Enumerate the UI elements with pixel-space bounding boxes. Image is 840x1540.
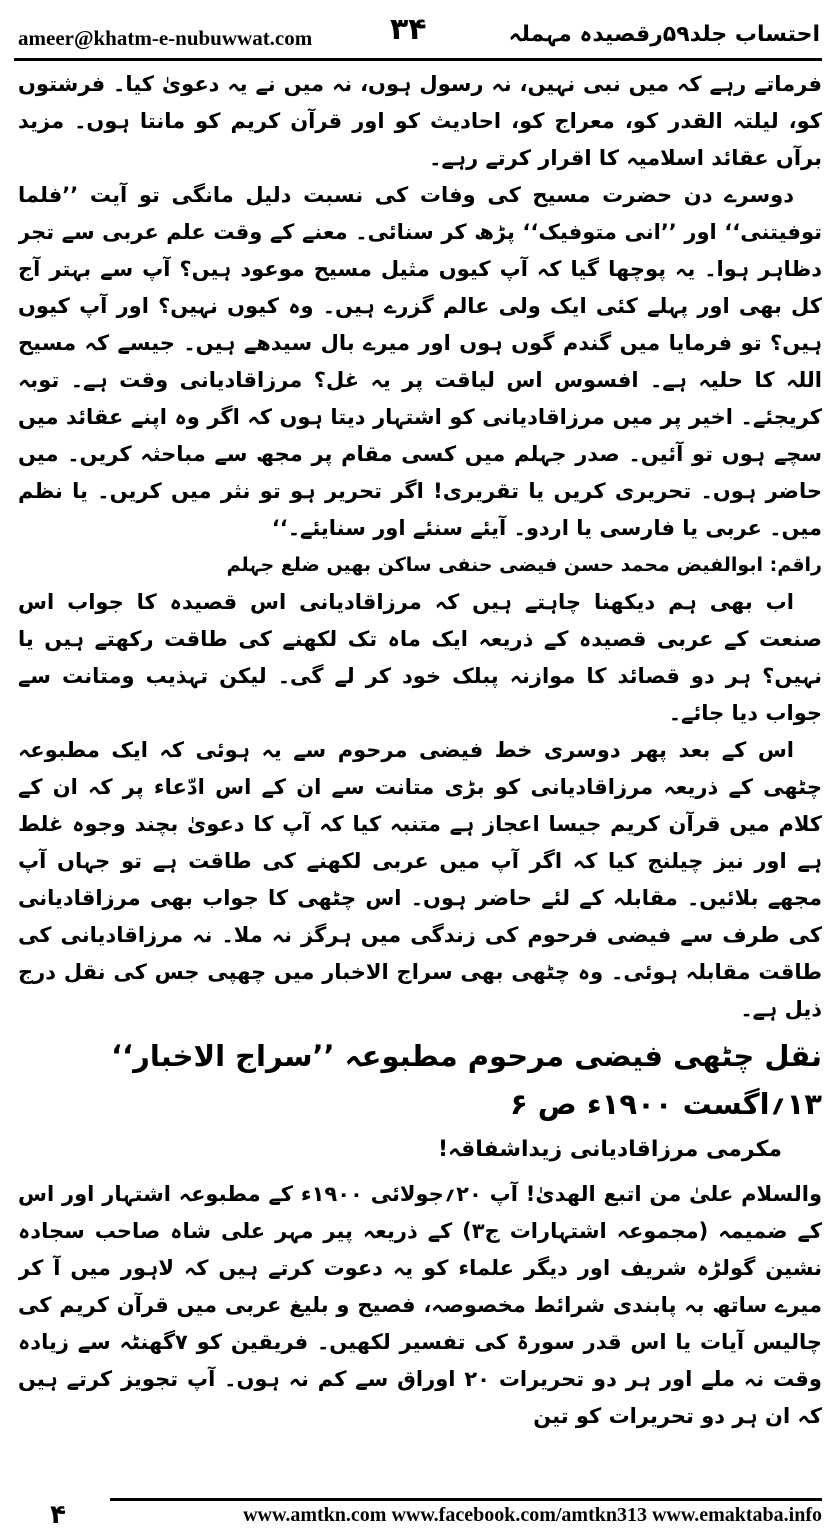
paragraph: اس کے بعد پھر دوسری خط فیضی مرحوم سے یہ ہوئی کہ ایک مطبوعہ چٹھی کے ذریعہ مرزاقادیانی کو بڑی متانت سے ان کے اس ادّعاء پر کہ ان کے کلام میں قرآن کریم جیسا اعجاز ہے متنبہ کیا کہ آپ کا دعویٰ بچند وجوہ غلط ہے اور نیز چیلنج کیا کہ اگر آپ میں عربی لکھنے کی طاقت ہے تو جہاں آپ مجھے بلائیں۔ مقابلہ کے لئے حاضر ہوں۔ اس چٹھی کا جواب بھی مرزاقادیانی کی طرف سے فیضی فرحوم کی زندگی میں ہرگز نہ ملا۔ نہ مرزاقادیانی کی طاقت مقابلہ ہوئی۔ وہ چٹھی بھی سراج الاخبار میں چھپی جس کی نقل درج ذیل ہے۔ [18,738,822,1021]
quote-heading: نقل چٹھی فیضی مرحوم مطبوعہ ’’سراج الاخبار‘‘ ۱۳؍اگست ۱۹۰۰ء ص ۶ [111,1039,822,1121]
header-divider [14,58,822,61]
book-title: احتساب جلد۵۹رقصیدہ مہملہ [508,22,820,47]
footer-divider [110,1498,822,1501]
page-body [18,66,822,1456]
paragraph: فرماتے رہے کہ میں نبی نہیں، نہ رسول ہوں، نہ میں نے یہ دعویٰ کیا۔ فرشتوں کو، لیلتہ القدر کو، معراج کو، احادیث کو اور قرآن کریم کو مانتا ہوں۔ مزید برآں عقائد اسلامیہ کا اقرار کرتے رہے۔ [18,72,822,170]
footer-links[interactable]: www.amtkn.com www.facebook.com/amtkn313 www.emaktaba.info [243,1504,822,1526]
paragraph: والسلام علیٰ من اتبع الھدیٰ! آپ ۲۰؍جولائی ۱۹۰۰ء کے مطبوعہ اشتہار اور اس کے ضمیمہ (مجموعہ اشتہارات ج۳) کے ذریعہ پیر مہر علی شاہ صاحب سجادہ نشین گولڑہ شریف اور دیگر علماء کو یہ دعوت کرتے ہیں کہ لاہور میں آ کر میرے ساتھ بہ پابندی شرائط مخصوصہ، فصیح و بلیغ عربی میں قرآن کریم کی چالیس آیات یا اس قدر سورۃ کی تفسیر لکھیں۔ فریقین کو ۷گھنٹہ سے زیادہ وقت نہ ملے اور ہر دو تحریرات ۲۰ اوراق سے کم نہ ہوں۔ آپ تجویز کرتے ہیں کہ ان ہر دو تحریرات کو تین [18,1182,822,1428]
salutation: مکرمی مرزاقادیانی زیداشفاقہ! [437,1137,782,1162]
paragraph: اب بھی ہم دیکھنا چاہتے ہیں کہ مرزاقادیانی اس قصیدہ کا جواب اس صنعت کے عربی قصیدہ کے ذریعہ ایک ماہ تک لکھنے کی طاقت رکھتے ہیں یا نہیں؟ ہر دو قصائد کا موازنہ پبلک خود کر لے گی۔ لیکن تہذیب ومتانت سے جواب دیا جائے۔ [18,590,822,725]
header-email[interactable]: ameer@khatm-e-nubuwwat.com [18,26,313,50]
paragraph: دوسرے دن حضرت مسیح کی وفات کی نسبت دلیل مانگی تو آیت ’’فلما توفیتنی‘‘ اور ’’انی متوفیک‘‘ پڑھ کر سنائی۔ معنے کے وقت علم عربی سے تجر دظاہر ہوا۔ یہ پوچھا گیا کہ آپ کیوں مثیل مسیح موعود ہیں؟ آپ سے بہتر آج کل بھی اور پہلے کئی ایک ولی عالم گزرے ہیں۔ وہ کیوں نہیں؟ اور آپ کیوں ہیں؟ تو فرمایا میں گندم گوں ہوں اور میرے بال سیدھے ہیں۔ جیسے کہ مسیح اللہ کا حلیہ ہے۔ افسوس اس لیاقت پر یہ غل؟ مرزاقادیانی وقت ہے۔ توبہ کریجئے۔ اخیر پر میں مرزاقادیانی کو اشتہار دیتا ہوں کہ اگر وہ اپنے عقائد میں سچے ہوں تو آئیں۔ صدر جہلم میں کسی مقام پر مجھ سے مباحثہ کریں۔ میں حاضر ہوں۔ تحریری کریں یا تقریری! اگر تحریر ہو تو نثر میں کریں۔ یا نظم میں۔ عربی یا فارسی یا اردو۔ آیئے سنئے اور سنایئے۔‘‘ [18,183,822,540]
page-footer [14,1496,822,1536]
signature: راقم: ابوالفیض محمد حسن فیضی حنفی ساکن بھیں ضلع جہلم [226,554,822,576]
footer-page-number: ۴ [50,1500,66,1530]
page-number: ۳۴ [390,12,427,47]
page-header [14,10,822,60]
